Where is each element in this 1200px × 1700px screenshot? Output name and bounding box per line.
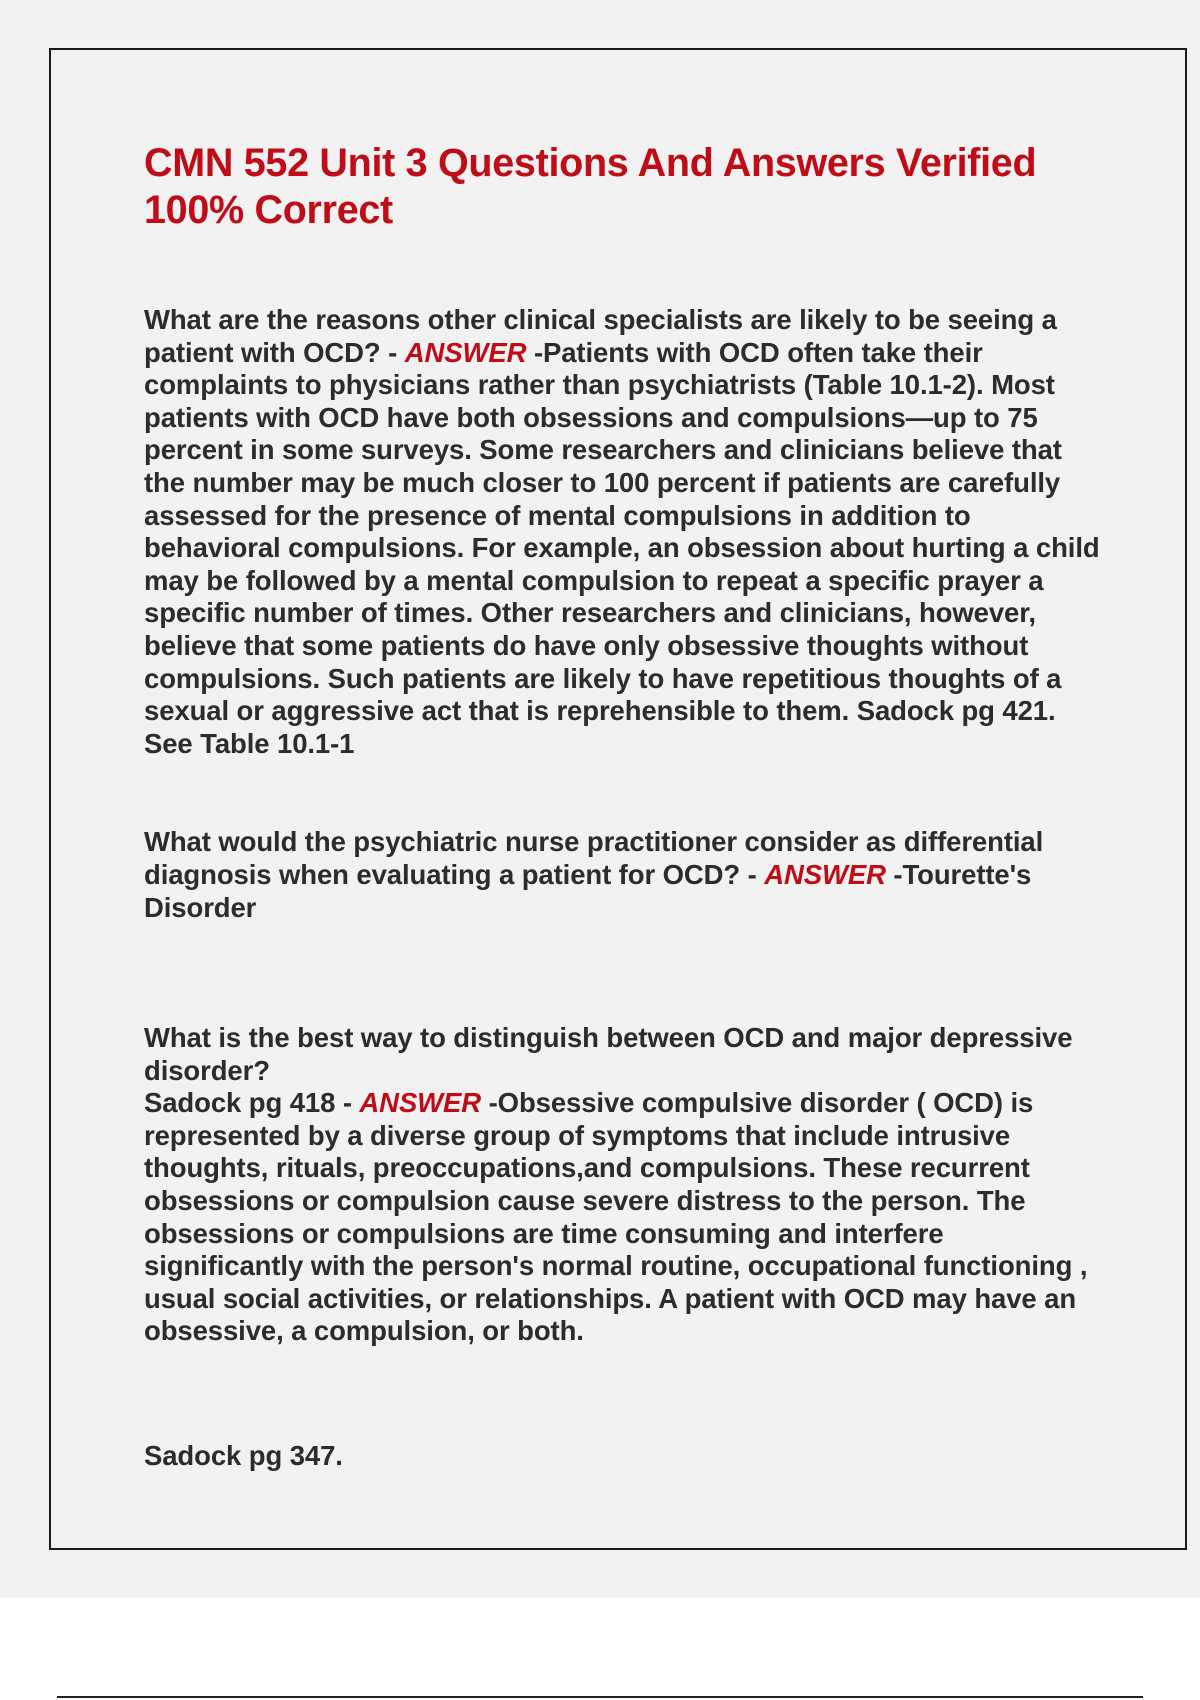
qa-item (144, 1022, 1104, 1348)
question-text: What is the best way to distinguish between OCD and major depressive disorder? (144, 1022, 1073, 1086)
separator: - (740, 858, 765, 890)
qa-item (144, 304, 1104, 760)
footer-divider (57, 1696, 1143, 1698)
answer-text: -Patients with OCD often take their complaints to physicians rather than psychiatrists (Table 10.1-2). Most patients with OCD have both obsessions and compulsions—up to 75 percent in some surveys. Some researchers and clinicians believe that the number may be much closer to 100 percent if patients are carefully assessed for the presence of mental compulsions in addition to behavioral compulsions. For example, an obsession about hurting a child may be followed by a mental compulsion to repeat a specific prayer a specific number of times. Other researchers and clinicians, however, believe that some patients do have only obsessive thoughts without compulsions. Such patients are likely to have repetitious thoughts of a sexual or aggressive act that is reprehensible to them. Sadock pg 421. See Table 10.1-1 (144, 336, 1100, 759)
document-content (144, 140, 1104, 1473)
document-title: CMN 552 Unit 3 Questions And Answers Verified 100% Correct (144, 141, 1037, 232)
question-text: What would the psychiatric nurse practitioner consider as differential diagnosis when evaluating a patient for OCD? (144, 826, 1044, 890)
answer-label: ANSWER (764, 858, 886, 890)
separator: - (335, 1087, 360, 1119)
question-reference: Sadock pg 418 (144, 1087, 336, 1119)
question-text: What are the reasons other clinical specialists are likely to be seeing a patient with OCD? (144, 304, 1057, 368)
separator: - (380, 336, 405, 368)
answer-label: ANSWER (359, 1087, 482, 1119)
answer-text: -Tourette's Disorder (144, 858, 1032, 923)
reference-note: Sadock pg 347. (144, 1440, 343, 1472)
qa-item (144, 826, 1104, 924)
answer-label: ANSWER (404, 336, 527, 368)
answer-text: -Obsessive compulsive disorder ( OCD) is represented by a diverse group of symptoms that include intrusive thoughts, rituals, preoccupations,and compulsions. These recurrent obsessions or compulsion cause severe distress to the person. The obsessions or compulsions are time consuming and interfere significantly with the person's normal routine, occupational functioning , usual social activities, or relationships. A patient with OCD may have an obsessive, a compulsion, or both. (144, 1087, 1088, 1347)
